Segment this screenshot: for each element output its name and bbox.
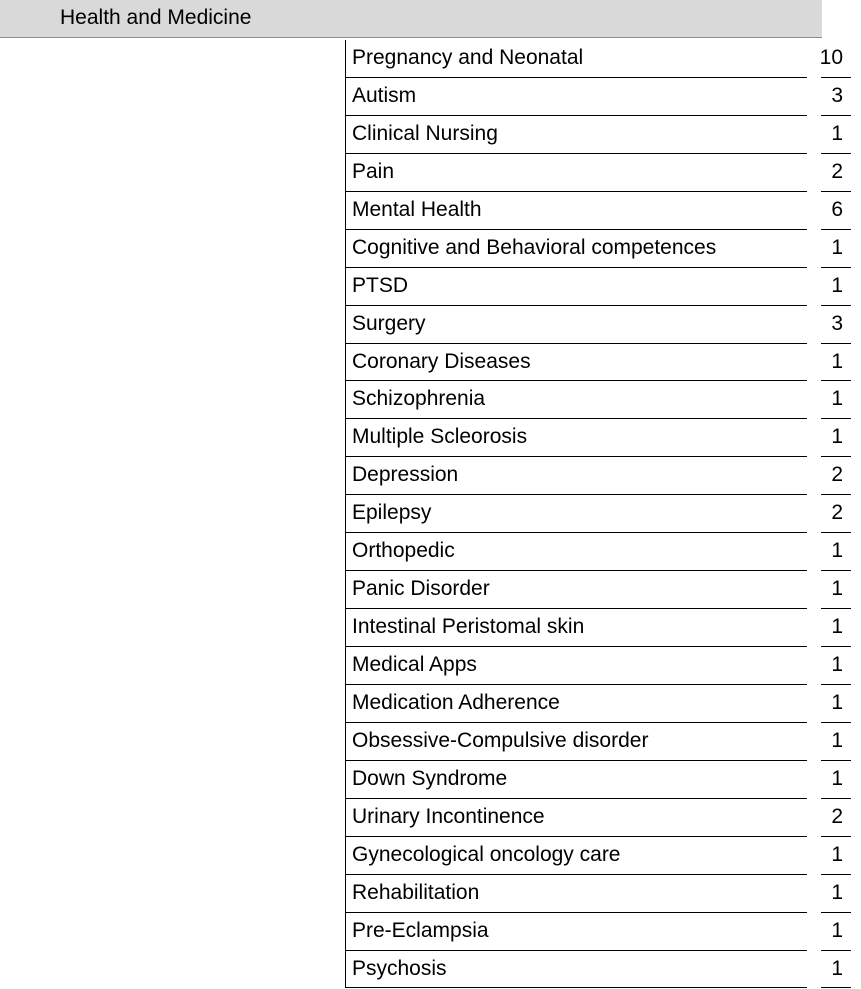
table-row <box>345 685 851 723</box>
category-cell: Orthopedic <box>352 539 455 563</box>
count-cell: 1 <box>831 880 843 904</box>
table-row <box>345 837 851 875</box>
count-cell: 1 <box>831 728 843 752</box>
category-cell: Autism <box>352 83 417 107</box>
table-row <box>345 230 851 268</box>
count-cell: 2 <box>831 159 843 183</box>
table-row <box>345 419 851 457</box>
table-row <box>345 609 851 647</box>
table-row <box>345 78 851 116</box>
table-row <box>345 571 851 609</box>
count-cell: 1 <box>831 349 843 373</box>
table-row <box>345 495 851 533</box>
table-row <box>345 40 851 78</box>
category-cell: Down Syndrome <box>352 766 508 790</box>
category-cell: Intestinal Peristomal skin <box>352 615 585 639</box>
table-row <box>345 192 851 230</box>
count-cell: 2 <box>831 463 843 487</box>
category-cell: PTSD <box>352 273 409 297</box>
count-cell: 1 <box>831 577 843 601</box>
count-cell: 1 <box>831 539 843 563</box>
category-cell: Panic Disorder <box>352 577 490 601</box>
table-row <box>345 799 851 837</box>
count-cell: 10 <box>819 46 843 69</box>
count-cell: 1 <box>831 918 843 942</box>
category-cell: Medical Apps <box>352 653 477 676</box>
count-cell: 3 <box>831 311 843 335</box>
category-cell: Psychosis <box>352 956 447 980</box>
category-cell: Pain <box>352 159 395 183</box>
table-row <box>345 381 851 419</box>
category-cell: Gynecological oncology care <box>352 842 621 866</box>
table-row <box>345 457 851 495</box>
count-cell: 1 <box>831 121 843 145</box>
table-row <box>345 533 851 571</box>
table-row <box>345 875 851 913</box>
category-cell: Medication Adherence <box>352 690 560 714</box>
category-cell: Clinical Nursing <box>352 121 498 145</box>
category-cell: Rehabilitation <box>352 880 480 904</box>
category-cell: Schizophrenia <box>352 387 486 411</box>
table-row <box>345 913 851 951</box>
count-cell: 6 <box>831 197 843 221</box>
category-table <box>345 40 851 988</box>
table-row <box>345 723 851 761</box>
count-cell: 1 <box>831 235 843 259</box>
section-title: Health and Medicine <box>60 6 252 29</box>
category-cell: Depression <box>352 463 459 487</box>
table-row <box>345 268 851 306</box>
section-header <box>0 0 822 38</box>
category-cell: Pre-Eclampsia <box>352 918 489 942</box>
category-cell: Urinary Incontinence <box>352 804 545 828</box>
count-cell: 1 <box>831 956 843 980</box>
table-row <box>345 306 851 344</box>
count-cell: 2 <box>831 804 843 828</box>
count-cell: 1 <box>831 690 843 714</box>
category-cell: Pregnancy and Neonatal <box>352 46 584 69</box>
table-row <box>345 761 851 799</box>
table-row <box>345 154 851 192</box>
count-cell: 1 <box>831 766 843 790</box>
count-cell: 1 <box>831 273 843 297</box>
count-cell: 1 <box>831 842 843 866</box>
category-cell: Obsessive-Compulsive disorder <box>352 728 649 752</box>
category-cell: Cognitive and Behavioral competences <box>352 235 717 259</box>
count-cell: 1 <box>831 387 843 411</box>
table-row <box>345 647 851 685</box>
count-cell: 2 <box>831 501 843 525</box>
category-cell: Surgery <box>352 311 426 335</box>
category-cell: Mental Health <box>352 197 482 221</box>
category-cell: Multiple Scleorosis <box>352 425 528 449</box>
category-cell: Epilepsy <box>352 501 432 525</box>
table-row <box>345 344 851 382</box>
category-cell: Coronary Diseases <box>352 349 531 373</box>
count-cell: 3 <box>831 83 843 107</box>
count-cell: 1 <box>831 615 843 639</box>
count-cell: 1 <box>831 425 843 449</box>
count-cell: 1 <box>831 653 843 676</box>
table-row <box>345 116 851 154</box>
table-row <box>345 951 851 989</box>
